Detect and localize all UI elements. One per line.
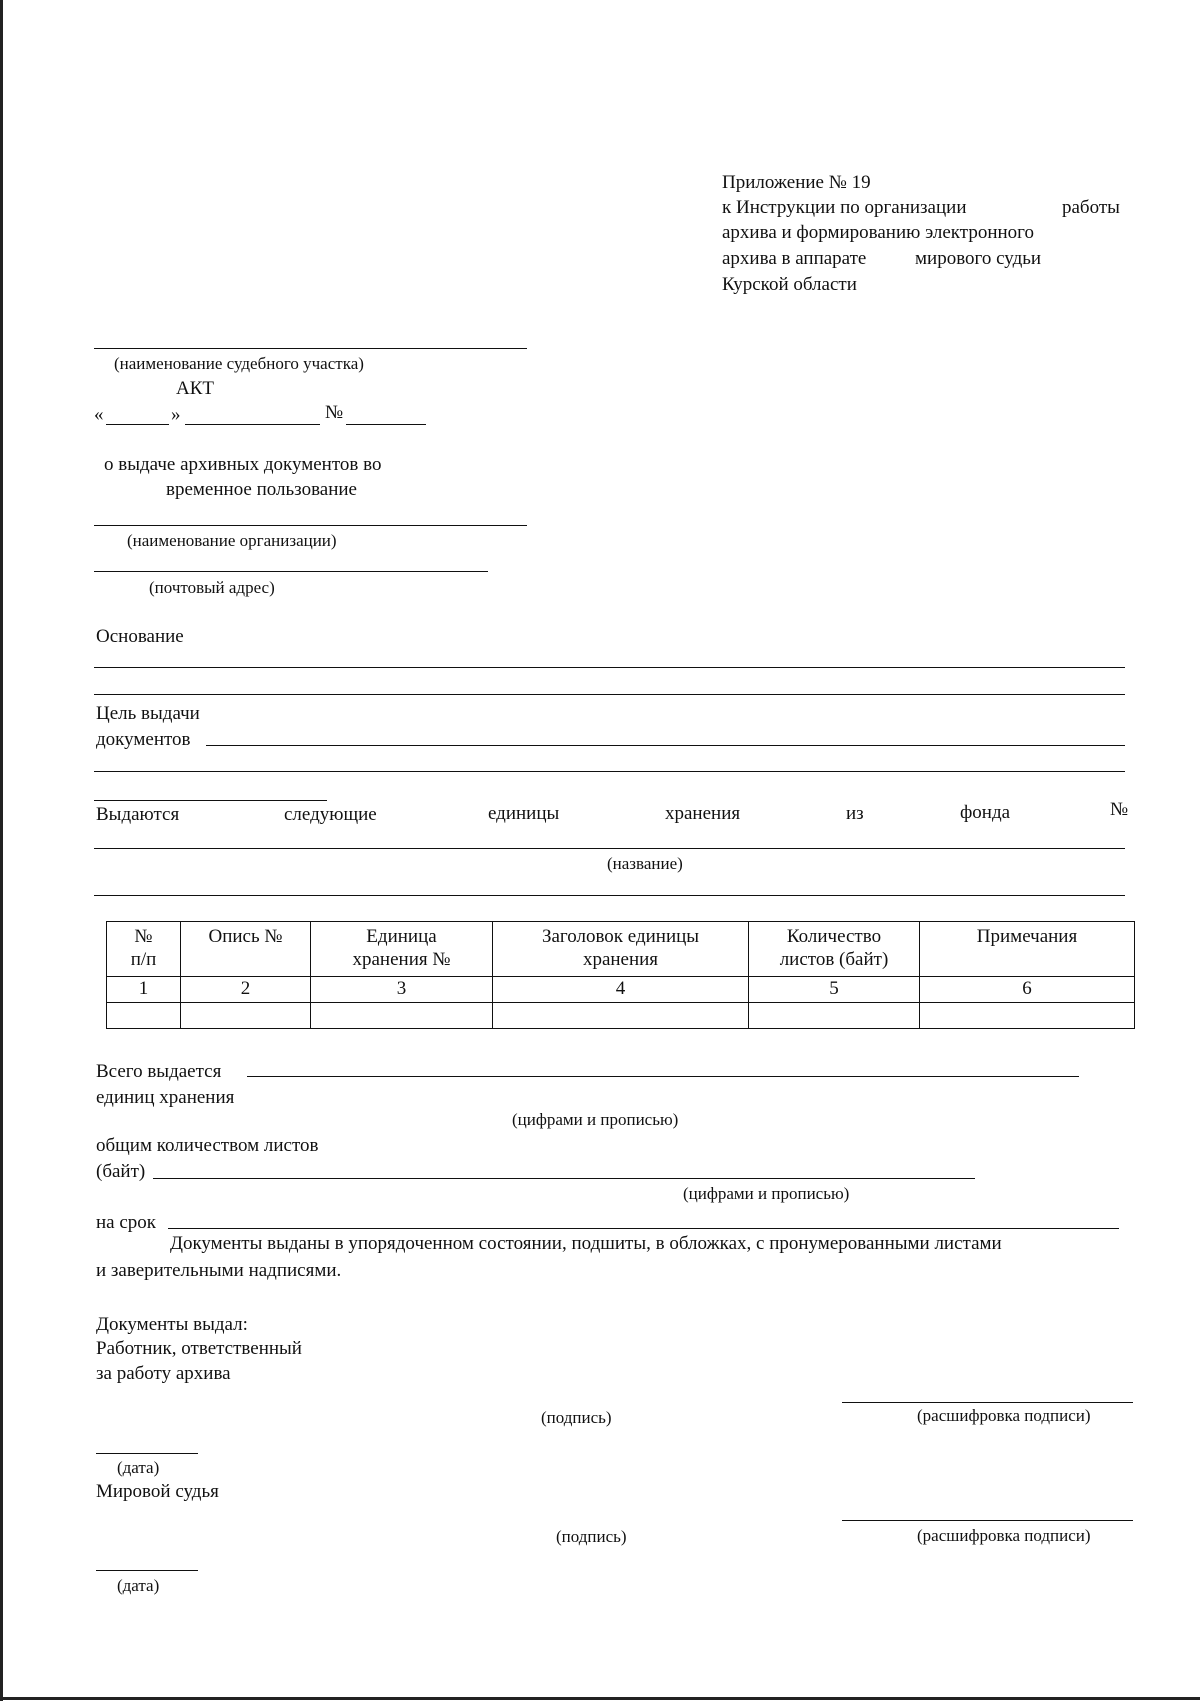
total-units-label-2: единиц хранения bbox=[96, 1087, 235, 1108]
column-number: 6 bbox=[920, 977, 1135, 1003]
term-line[interactable] bbox=[168, 1228, 1119, 1229]
court-name-caption: (наименование судебного участка) bbox=[114, 354, 364, 373]
term-label: на срок bbox=[96, 1212, 157, 1233]
purpose-line-1[interactable] bbox=[206, 745, 1125, 746]
table-header-row bbox=[107, 922, 1135, 977]
issued-word-7: № bbox=[1110, 799, 1129, 820]
fund-extra-line[interactable] bbox=[94, 895, 1125, 896]
table-cell[interactable] bbox=[181, 1003, 311, 1029]
table-cell[interactable] bbox=[920, 1003, 1135, 1029]
scan-edge-left bbox=[0, 0, 3, 1701]
appendix-line-4b: мирового судьи bbox=[915, 248, 1042, 269]
issued-word-4: хранения bbox=[665, 803, 741, 824]
worker-decoding-caption: (расшифровка подписи) bbox=[917, 1406, 1091, 1425]
column-number: 2 bbox=[181, 977, 311, 1003]
issued-word-5: из bbox=[846, 803, 864, 824]
judge-date-caption: (дата) bbox=[117, 1576, 160, 1595]
act-number-sign: № bbox=[325, 402, 344, 423]
appendix-line-2a: к Инструкции по организации bbox=[722, 197, 967, 218]
purpose-label-2: документов bbox=[96, 729, 191, 750]
worker-decoding-line[interactable] bbox=[842, 1402, 1133, 1403]
appendix-line-4a: архива в аппарате bbox=[722, 248, 867, 269]
purpose-label-1: Цель выдачи bbox=[96, 703, 200, 724]
worker-label-1: Работник, ответственный bbox=[96, 1338, 302, 1359]
column-number: 3 bbox=[311, 977, 493, 1003]
basis-label: Основание bbox=[96, 626, 184, 647]
table-cell[interactable] bbox=[311, 1003, 493, 1029]
worker-signature-caption: (подпись) bbox=[541, 1408, 612, 1427]
organization-line[interactable] bbox=[94, 525, 527, 526]
court-name-line[interactable] bbox=[94, 348, 527, 349]
worker-date-caption: (дата) bbox=[117, 1458, 160, 1477]
total-units-label-1: Всего выдается bbox=[96, 1061, 222, 1082]
appendix-line-3: архива и формированию электронного bbox=[722, 222, 1034, 243]
column-number: 1 bbox=[107, 977, 181, 1003]
act-title: АКТ bbox=[176, 378, 214, 399]
total-sheets-label-2: (байт) bbox=[96, 1161, 146, 1182]
fund-name-line[interactable] bbox=[94, 848, 1125, 849]
header-sheet-count: Количество листов (байт) bbox=[749, 922, 920, 977]
header-index: № п/п bbox=[107, 922, 181, 977]
judge-signature-caption: (подпись) bbox=[556, 1527, 627, 1546]
act-subject-line-1: о выдаче архивных документов во bbox=[104, 454, 382, 475]
header-inventory: Опись № bbox=[181, 922, 311, 977]
date-close-quote: » bbox=[171, 404, 181, 425]
table-row bbox=[107, 1003, 1135, 1029]
judge-date-line[interactable] bbox=[96, 1570, 198, 1571]
table-number-row bbox=[107, 977, 1135, 1003]
act-number-line[interactable] bbox=[346, 424, 426, 425]
address-caption: (почтовый адрес) bbox=[149, 578, 275, 597]
fund-name-caption: (название) bbox=[607, 854, 683, 873]
issued-word-2: следующие bbox=[284, 804, 377, 825]
header-unit-title: Заголовок единицы хранения bbox=[493, 922, 749, 977]
judge-decoding-caption: (расшифровка подписи) bbox=[917, 1526, 1091, 1545]
appendix-line-5: Курской области bbox=[722, 274, 857, 295]
judge-label: Мировой судья bbox=[96, 1481, 219, 1502]
total-sheets-line[interactable] bbox=[153, 1178, 975, 1179]
worker-label-2: за работу архива bbox=[96, 1363, 231, 1384]
total-sheets-caption: (цифрами и прописью) bbox=[683, 1184, 850, 1203]
purpose-line-3[interactable] bbox=[94, 800, 327, 801]
appendix-line-1: Приложение № 19 bbox=[722, 172, 871, 193]
column-number: 4 bbox=[493, 977, 749, 1003]
table-cell[interactable] bbox=[107, 1003, 181, 1029]
basis-line-2[interactable] bbox=[94, 694, 1125, 695]
scan-edge-bottom bbox=[0, 1697, 1200, 1700]
act-subject-line-2: временное пользование bbox=[166, 479, 357, 500]
date-month-line[interactable] bbox=[185, 424, 320, 425]
purpose-line-2[interactable] bbox=[94, 771, 1125, 772]
issued-by-label: Документы выдал: bbox=[96, 1314, 248, 1335]
total-sheets-label-1: общим количеством листов bbox=[96, 1135, 319, 1156]
appendix-line-2b: работы bbox=[1062, 197, 1120, 218]
table-cell[interactable] bbox=[749, 1003, 920, 1029]
issued-word-1: Выдаются bbox=[96, 804, 180, 825]
address-line[interactable] bbox=[94, 571, 488, 572]
issued-word-3: единицы bbox=[488, 803, 560, 824]
table-cell[interactable] bbox=[493, 1003, 749, 1029]
judge-decoding-line[interactable] bbox=[842, 1520, 1133, 1521]
date-day-line[interactable] bbox=[106, 424, 169, 425]
header-notes: Примечания bbox=[920, 922, 1135, 977]
basis-line-1[interactable] bbox=[94, 667, 1125, 668]
organization-caption: (наименование организации) bbox=[127, 531, 337, 550]
statement-line-1: Документы выданы в упорядоченном состоянии, подшиты, в обложках, с пронумерованными листами bbox=[170, 1233, 1002, 1254]
issued-word-6: фонда bbox=[960, 802, 1011, 823]
statement-line-2: и заверительными надписями. bbox=[96, 1260, 342, 1281]
worker-date-line[interactable] bbox=[96, 1453, 198, 1454]
units-table bbox=[106, 921, 1135, 1029]
date-open-quote: « bbox=[94, 404, 104, 425]
total-units-caption: (цифрами и прописью) bbox=[512, 1110, 679, 1129]
header-unit-number: Единица хранения № bbox=[311, 922, 493, 977]
total-units-line[interactable] bbox=[247, 1076, 1079, 1077]
column-number: 5 bbox=[749, 977, 920, 1003]
